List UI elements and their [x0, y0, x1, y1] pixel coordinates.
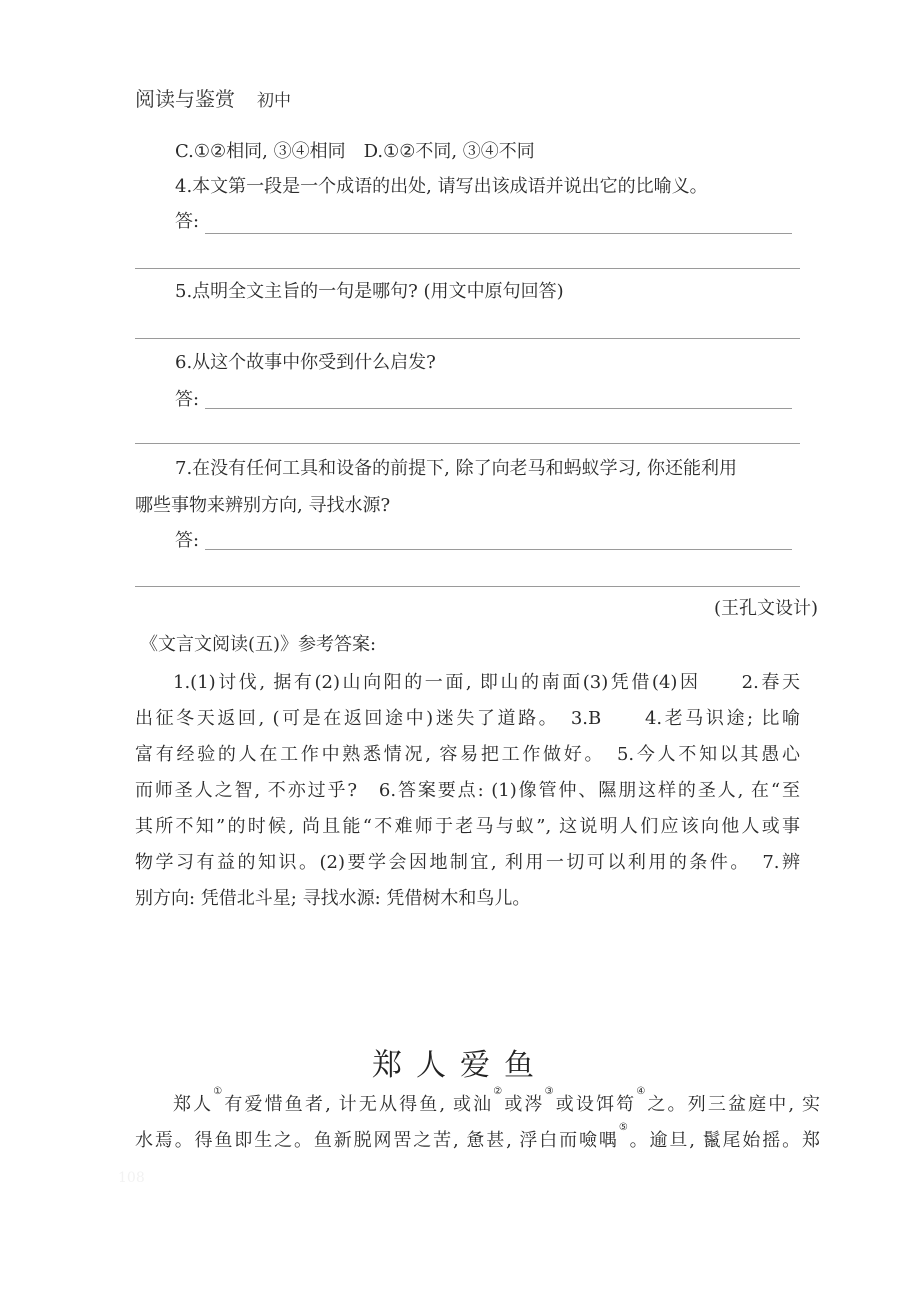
book-level: 初中 — [257, 91, 291, 111]
answer-line[interactable] — [205, 549, 792, 550]
article-title: 郑人爱鱼 — [372, 1048, 548, 1083]
answer-key — [135, 665, 800, 917]
question-4: 4.本文第一段是一个成语的出处, 请写出该成语并说出它的比喻义。 — [175, 176, 708, 197]
answer-line[interactable] — [135, 338, 800, 339]
question-7-line2: 哪些事物来辨别方向, 寻找水源? — [135, 495, 391, 516]
answer-line-text: 出征冬天返回, (可是在返回途中)迷失了道路。 3.B 4.老马识途; 比喻 — [135, 708, 800, 729]
book-title: 阅读与鉴赏 — [135, 87, 235, 111]
answer-line-text: 1.(1)讨伐, 据有(2)山向阳的一面, 即山的南面(3)凭借(4)因 2.春天 — [173, 672, 800, 693]
question-6: 6.从这个故事中你受到什么启发? — [175, 352, 436, 373]
answer-line[interactable] — [205, 233, 792, 234]
footnote-marker[interactable]: ④ — [636, 1086, 648, 1097]
answer-label: 答: — [175, 211, 200, 232]
answer-line[interactable] — [135, 443, 800, 444]
question-7-line1: 7.在没有任何工具和设备的前提下, 除了向老马和蚂蚁学习, 你还能利用 — [175, 458, 738, 479]
question-5: 5.点明全文主旨的一句是哪句? (用文中原句回答) — [175, 281, 564, 302]
answer-line-text: 而师圣人之智, 不亦过乎? 6.答案要点: (1)像管仲、隰朋这样的圣人, 在“至 — [135, 780, 800, 801]
designer-credit: (王孔文设计) — [713, 598, 818, 619]
answer-line-text: 别方向: 凭借北斗星; 寻找水源: 凭借树木和鸟儿。 — [135, 888, 531, 909]
footnote-marker[interactable]: ① — [213, 1086, 225, 1097]
answers-heading: 《文言文阅读(五)》参考答案: — [140, 634, 377, 655]
article-line-1: 郑人①有爱惜鱼者, 计无从得鱼, 或汕②或涔③或设饵笱④之。列三盆庭中, 实 — [173, 1086, 820, 1115]
running-header — [135, 88, 291, 112]
footnote-marker[interactable]: ③ — [544, 1086, 556, 1097]
answer-line[interactable] — [135, 268, 800, 269]
answer-line-text: 其所不知”的时候, 尚且能“不难师于老马与蚁”, 这说明人们应该向他人或事 — [135, 816, 800, 837]
article-paragraph — [135, 1087, 820, 1159]
answer-line-text: 富有经验的人在工作中熟悉情况, 容易把工作做好。 5.今人不知以其愚心 — [135, 744, 800, 765]
footnote-marker[interactable]: ② — [493, 1086, 505, 1097]
option-c-d: C.①②相同, ③④相同 D.①②不同, ③④不同 — [175, 141, 535, 162]
article-line-2: 水焉。得鱼即生之。鱼新脱网罟之苦, 惫甚, 浮白而噞喁⑤。逾旦, 鬣尾始摇。郑 — [135, 1122, 820, 1151]
answer-label: 答: — [175, 389, 200, 410]
page-number: 108 — [118, 1170, 145, 1186]
answer-line[interactable] — [205, 408, 792, 409]
footnote-marker[interactable]: ⑤ — [618, 1122, 630, 1133]
answer-line-text: 物学习有益的知识。(2)要学会因地制宜, 利用一切可以利用的条件。 7.辨 — [135, 852, 800, 873]
answer-line[interactable] — [135, 586, 800, 587]
answer-label: 答: — [175, 530, 200, 551]
